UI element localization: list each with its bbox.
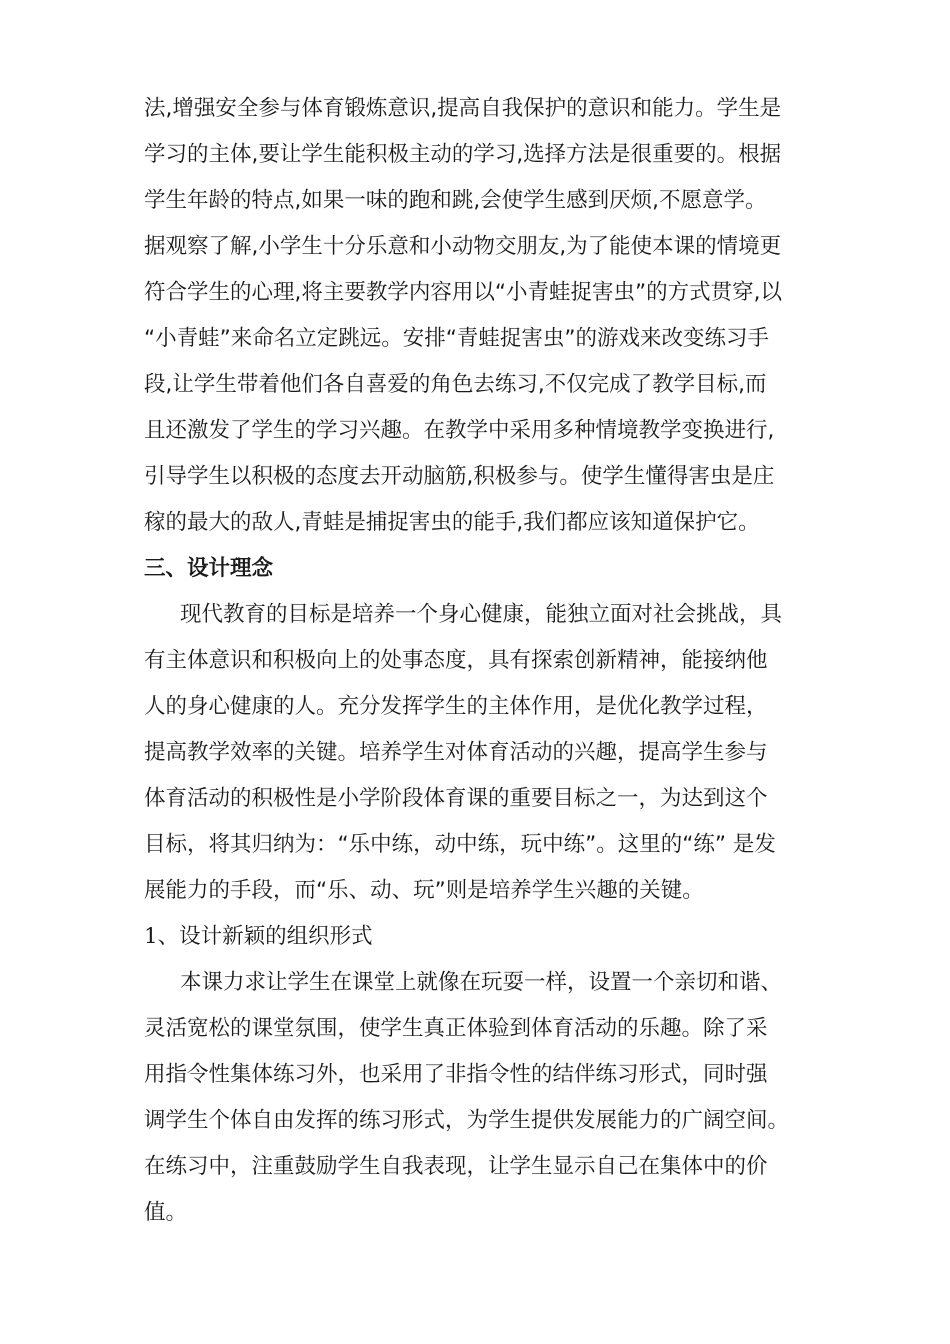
- text-line: 且还激发了学生的学习兴趣。在教学中采用多种情境教学变换进行,: [144, 418, 775, 443]
- text-line: 符合学生的心理,将主要教学内容用以“小青蛙捉害虫”的方式贯穿,以: [144, 280, 782, 305]
- text-line: 引导学生以积极的态度去开动脑筋,积极参与。使学生懂得害虫是庄: [144, 464, 775, 489]
- text-line: “小青蛙”来命名立定跳远。安排“青蛙捉害虫”的游戏来改变练习手: [144, 326, 770, 351]
- text-line: 据观察了解,小学生十分乐意和小动物交朋友,为了能使本课的情境更: [144, 234, 782, 259]
- subheading: 1、设计新颖的组织形式: [144, 924, 373, 949]
- text-line: 在练习中，注重鼓励学生自我表现，让学生显示自己在集体中的价: [144, 1154, 768, 1179]
- text-line: 稼的最大的敌人,青蛙是捕捉害虫的能手,我们都应该知道保护它。: [144, 510, 760, 535]
- paragraph-concept: [144, 592, 816, 914]
- text-line: 调学生个体自由发挥的练习形式，为学生提供发展能力的广阔空间。: [144, 1108, 790, 1133]
- text-line: 提高教学效率的关键。培养学生对体育活动的兴趣，提高学生参与: [144, 740, 768, 765]
- text-line: 有主体意识和积极向上的处事态度，具有探索创新精神，能接纳他: [144, 648, 768, 673]
- paragraph-organization: [144, 960, 816, 1236]
- text-line: 体育活动的积极性是小学阶段体育课的重要目标之一，为达到这个: [144, 786, 768, 811]
- section-heading: 三、设计理念: [144, 556, 274, 581]
- paragraph-intro: [144, 86, 816, 546]
- text-line: 灵活宽松的课堂氛围，使学生真正体验到体育活动的乐趣。除了采: [144, 1016, 768, 1041]
- text-line: 现代教育的目标是培养一个身心健康，能独立面对社会挑战，具: [180, 602, 783, 627]
- text-line: 法,增强安全参与体育锻炼意识,提高自我保护的意识和能力。学生是: [144, 96, 782, 121]
- text-line: 学习的主体,要让学生能积极主动的学习,选择方法是很重要的。根据: [144, 142, 782, 167]
- text-line: 段,让学生带着他们各自喜爱的角色去练习,不仅完成了教学目标,而: [144, 372, 767, 397]
- document-body: [144, 86, 816, 1236]
- text-line: 学生年龄的特点,如果一味的跑和跳,会使学生感到厌烦,不愿意学。: [144, 188, 767, 213]
- text-line: 值。: [144, 1200, 188, 1225]
- text-line: 本课力求让学生在课堂上就像在玩耍一样，设置一个亲切和谐、: [180, 970, 783, 995]
- text-line: 人的身心健康的人。充分发挥学生的主体作用，是优化教学过程，: [144, 694, 768, 719]
- text-line: 目标，将其归纳为：“乐中练，动中练，玩中练”。这里的“练” 是发: [144, 832, 776, 857]
- text-line: 展能力的手段，而“乐、动、玩”则是培养学生兴趣的关键。: [144, 878, 704, 903]
- text-line: 用指令性集体练习外，也采用了非指令性的结伴练习形式，同时强: [144, 1062, 768, 1087]
